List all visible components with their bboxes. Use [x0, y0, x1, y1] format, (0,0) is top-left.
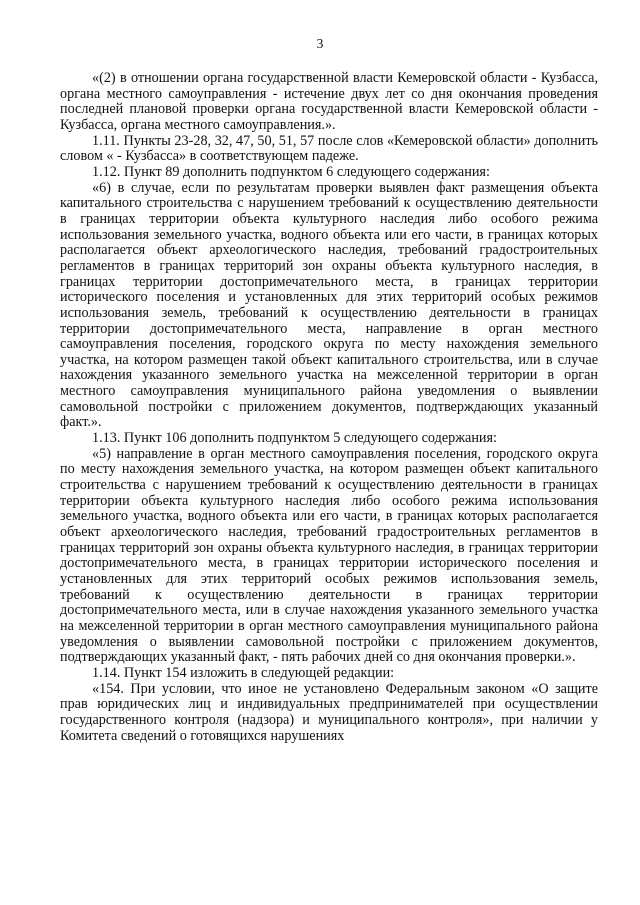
paragraph-1-11: 1.11. Пункты 23-28, 32, 47, 50, 51, 57 после слов «Кемеровской области» дополнить словом « - Кузбасса» в соответствующем падеже. — [60, 132, 598, 165]
paragraph-1-12: 1.12. Пункт 89 дополнить подпунктом 6 следующего содержания: — [92, 163, 490, 180]
paragraph-item-2-amendment: «(2) в отношении органа государственной власти Кемеровской области - Кузбасса, органа местного самоуправления - истечение двух лет со дня окончания проведения последней плановой проверки органа государственной власти Кемеровской области - Кузбасса, органа местного самоуправления.». — [60, 70, 598, 133]
paragraph-1-13: 1.13. Пункт 106 дополнить подпунктом 5 следующего содержания: — [92, 430, 497, 447]
paragraph-subitem-6: «6) в случае, если по результатам проверки выявлен факт размещения объекта капитального строительства с нарушением требований к осуществлению деятельности в границах территории объекта культурного наследия либо особого режима использования земельного участка, водного объекта или его части, в границах которых располагается объект археологического наследия, требований градостроительных регламентов в границах территорий зон охраны объекта культурного наследия, в границах территории достопримечательного места, в границах территории исторического поселения и установленных для этих территорий особых режимов использования земель, требований к осуществлению деятельности в границах территории достопримечательного места, направление в орган местного самоуправления поселения, городского округа по месту нахождения земельного участка, на котором размещен такой объект капитального строительства, или в случае нахождения указанного земельного участка на межселенной территории в орган местного самоуправления муниципального района уведомления о выявлении самовольной постройки с приложением документов, подтверждающих указанный факт.». — [60, 179, 598, 431]
paragraph-1-14: 1.14. Пункт 154 изложить в следующей редакции: — [92, 664, 395, 681]
paragraph-subitem-5: «5) направление в орган местного самоуправления поселения, городского округа по месту нахождения земельного участка, на котором размещен объект капитального строительства с нарушением требований к осуществлению деятельности в границах территории объекта культурного наследия либо особого режима использования земельного участка, водного объекта или его части, в границах которых располагается объект археологического наследия, требований градостроительных регламентов в границах территорий зон охраны объекта культурного наследия, в границах территории достопримечательного места, в границах территории исторического поселения и установленных для этих территорий особых режимов использования земель, требований к осуществлению деятельности в границах территории достопримечательного места, или в случае нахождения указанного земельного участка на межселенной территории в орган местного самоуправления муниципального района уведомления о выявлении самовольной постройки с приложением документов, подтверждающих указанный факт, - пять рабочих дней со дня окончания проверки.». — [60, 445, 598, 666]
document-body — [60, 71, 598, 744]
page-number: 3 — [316, 36, 324, 51]
paragraph-item-154: «154. При условии, что иное не установлено Федеральным законом «О защите прав юридических лиц и индивидуальных предпринимателей при осуществлении государственного контроля (надзора) и муниципального контроля», при наличии у Комитета сведений о готовящихся нарушениях — [60, 680, 598, 744]
